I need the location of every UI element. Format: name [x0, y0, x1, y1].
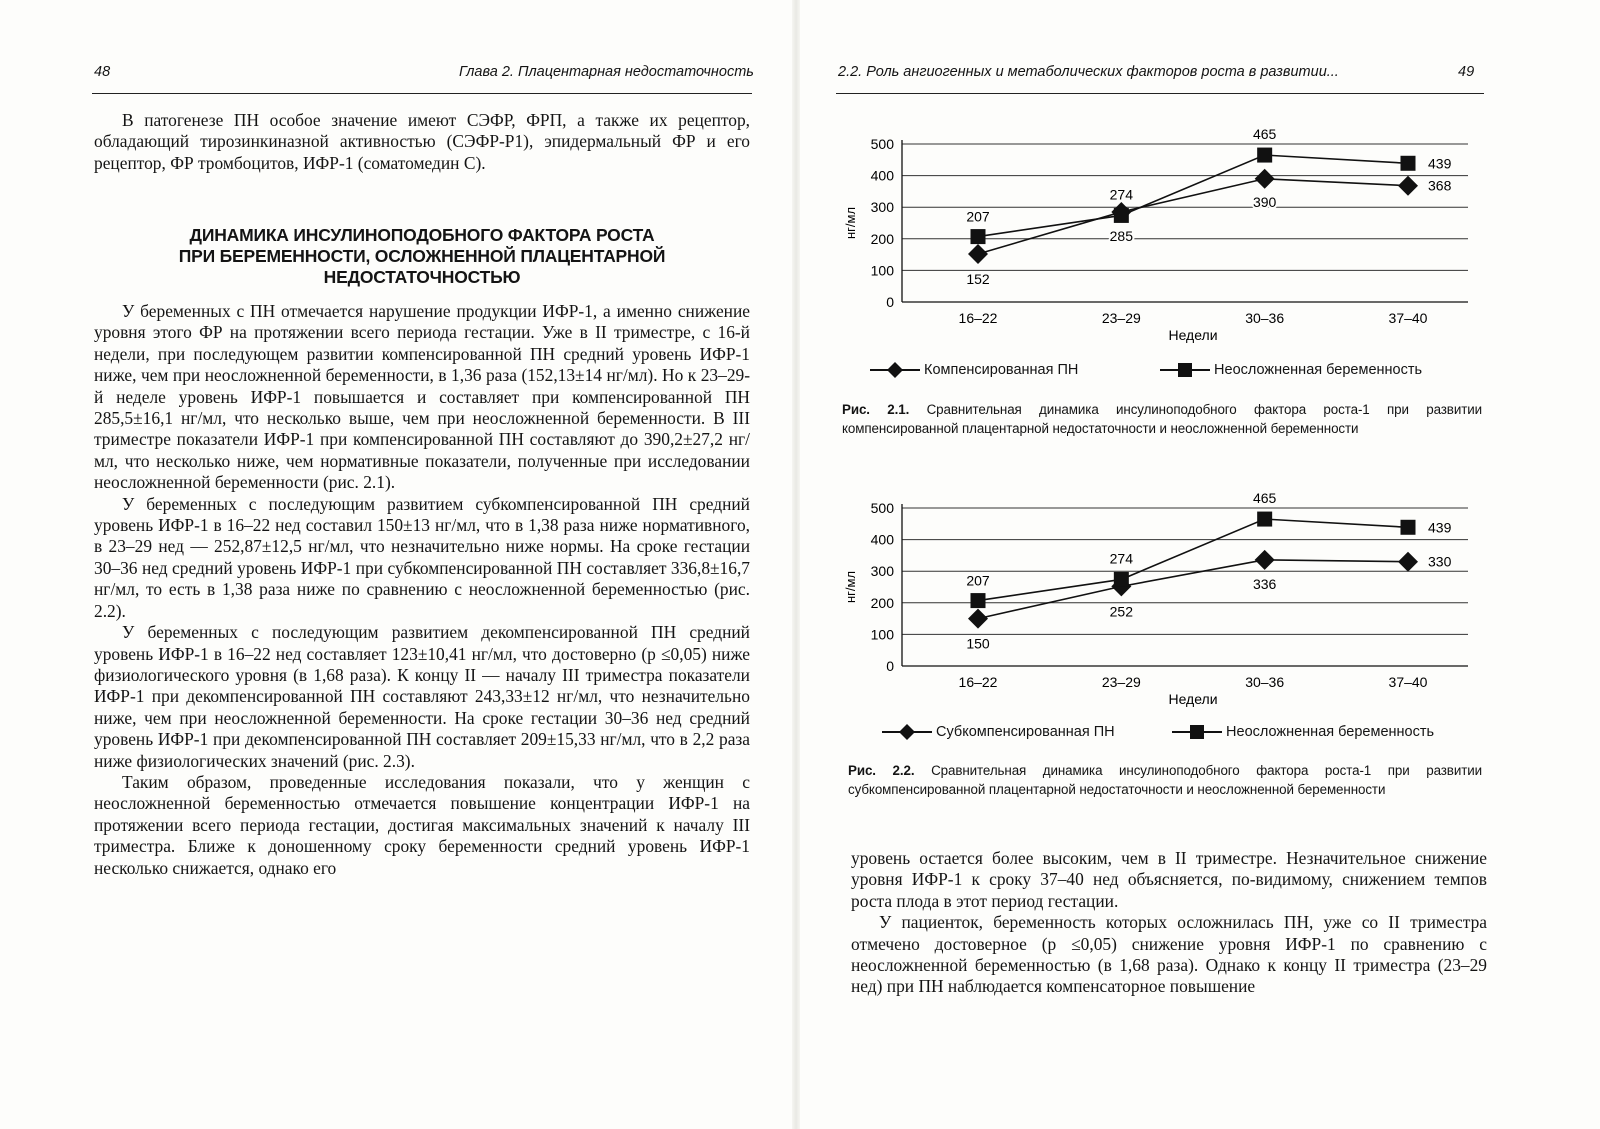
data-point-square — [1257, 148, 1272, 163]
body-text — [94, 301, 750, 879]
body-text — [851, 848, 1487, 998]
diamond-marker-icon — [870, 360, 920, 380]
right-page — [800, 0, 1600, 1129]
caption-text: Сравнительная динамика инсулиноподобного фактора роста-1 при развитии субкомпенсированной плацентарной недостаточности и неосложненной беременности — [848, 763, 1482, 797]
data-label: 152 — [966, 270, 990, 287]
x-tick-label: 37–40 — [1388, 310, 1428, 326]
legend-label: Субкомпенсированная ПН — [936, 723, 1115, 740]
legend-item — [1160, 360, 1422, 380]
series-line — [978, 179, 1408, 254]
y-tick-label: 300 — [870, 199, 894, 216]
data-point-square — [1114, 572, 1129, 587]
y-tick-label: 200 — [870, 594, 894, 611]
running-head: 2.2. Роль ангиогенных и метаболических факторов роста в развитии... — [838, 64, 1339, 80]
y-tick-label: 100 — [870, 626, 894, 643]
running-head: Глава 2. Плацентарная недостаточность — [459, 64, 754, 80]
data-point-square — [971, 593, 986, 608]
data-label: 274 — [1109, 550, 1134, 567]
data-label: 207 — [966, 572, 990, 589]
body-paragraph: У беременных с последующим развитием субкомпенсированной ПН средний уровень ИФР-1 в 16–22 нед составил 150±13 нг/мл, что в 1,38 раза ниже нормативного, в 23–29 нед — 252,87±12,5 нг/мл, что незначительно ниже нормы. На сроке гестации 30–36 нед средний уровень ИФР-1 при субкомпенсированной ПН составляет 336,8±16,7 нг/мл, то есть в 1,38 раза ниже по сравнению с неосложненной беременностью (рис. 2.2). — [94, 493, 750, 621]
data-point-square — [971, 229, 986, 244]
data-label: 274 — [1109, 186, 1134, 203]
square-marker-icon — [1172, 722, 1222, 742]
data-label: 439 — [1428, 155, 1452, 172]
legend-label: Неосложненная беременность — [1214, 361, 1423, 378]
x-tick-label: 23–29 — [1101, 674, 1141, 690]
data-label: 390 — [1252, 193, 1277, 210]
data-label: 330 — [1428, 553, 1452, 570]
data-label: 336 — [1252, 575, 1277, 592]
square-marker-icon — [1160, 360, 1210, 380]
data-label: 150 — [966, 635, 990, 652]
x-tick-label: 37–40 — [1388, 674, 1428, 690]
figure-2-2-legend — [882, 722, 1502, 744]
y-tick-label: 500 — [870, 136, 894, 152]
left-page — [0, 0, 790, 1129]
legend-item — [882, 722, 1115, 742]
y-tick-label: 300 — [870, 563, 894, 580]
data-label: 439 — [1428, 519, 1452, 536]
data-point-diamond — [968, 609, 988, 629]
y-tick-label: 500 — [870, 500, 894, 516]
figure-2-1-caption — [842, 400, 1482, 438]
series-line — [978, 560, 1408, 619]
legend-item — [870, 360, 1078, 380]
x-tick-label: 23–29 — [1101, 310, 1141, 326]
body-paragraph: У беременных с ПН отмечается нарушение продукции ИФР-1, а именно снижение уровня этого ФР на протяжении всего периода гестации. Уже в II триместре, с 16-й недели, при последующем развитии компенсированной ПН средний уровень ИФР-1 ниже, чем при неосложненной беременности, в 1,36 раза (152,13±14 нг/мл). Но к 23–29-й неделе уровень ИФР-1 повышается и составляет при компенсированной ПН 285,5±16,1 нг/мл, что несколько выше, чем при неосложненной беременности. В III триместре показатели ИФР-1 при компенсированной ПН составляют до 390,2±27,2 нг/мл, что несколько ниже, чем нормативные показатели, полученные при исследовании неосложненной беременности (рис. 2.1). — [94, 301, 750, 493]
book-gutter — [792, 0, 800, 1129]
header-rule — [92, 93, 752, 94]
y-tick-label: 0 — [886, 658, 894, 674]
x-tick-label: 16–22 — [958, 674, 998, 690]
intro-paragraph-block — [94, 110, 750, 174]
caption-label: Рис. 2.1. — [842, 402, 910, 417]
diamond-marker-icon — [882, 722, 932, 742]
figure-2-2-chart — [840, 486, 1500, 708]
data-point-diamond — [1255, 550, 1275, 570]
y-tick-label: 100 — [870, 262, 894, 279]
caption-text: Сравнительная динамика инсулиноподобного фактора роста-1 при развитии компенсированной плацентарной недостаточности и неосложненной беременности — [842, 402, 1482, 436]
series-line — [978, 519, 1408, 601]
data-label: 465 — [1252, 126, 1277, 143]
data-point-square — [1401, 156, 1416, 171]
body-paragraph: уровень остается более высоким, чем в II триместре. Незначительное снижение уровня ИФР-1 к сроку 37–40 нед объясняется, по-видимому, снижением темпов роста плода в этот период гестации. — [851, 848, 1487, 911]
data-point-diamond — [1398, 552, 1418, 572]
figure-2-2-caption — [848, 761, 1482, 799]
y-axis-title: нг/мл — [843, 206, 858, 240]
section-heading-line: НЕДОСТАТОЧНОСТЬЮ — [323, 267, 521, 287]
x-axis-title: Недели — [1168, 327, 1218, 343]
header-rule — [836, 93, 1484, 94]
y-tick-label: 400 — [870, 167, 894, 184]
data-point-diamond — [1255, 169, 1275, 189]
y-axis-title: нг/мл — [843, 570, 858, 604]
data-point-diamond — [1398, 176, 1418, 196]
caption-label: Рис. 2.2. — [848, 763, 915, 778]
data-label: 368 — [1428, 177, 1452, 194]
x-tick-label: 16–22 — [958, 310, 998, 326]
body-paragraph: У пациенток, беременность которых осложнилась ПН, уже со II триместра отмечено достоверное (р ≤0,05) снижение уровня ИФР-1 по сравнению с неосложненной беременностью (в 1,68 раза). Однако к концу II триместра (23–29 нед) при ПН наблюдается компенсаторное повышение — [851, 912, 1487, 997]
intro-paragraph: В патогенезе ПН особое значение имеют СЭФР, ФРП, а также их рецептор, обладающий тирозинкиназной активностью (СЭФР-Р1), эпидермальный ФР и его рецептор, ФР тромбоцитов, ИФР-1 (соматомедин С). — [94, 110, 750, 173]
figure-2-1-legend — [870, 360, 1490, 382]
data-point-square — [1257, 512, 1272, 527]
page-number: 48 — [94, 64, 111, 80]
body-paragraph: Таким образом, проведенные исследования показали, что у женщин с неосложненной беременностью отмечается повышение концентрации ИФР-1 на протяжении всего периода гестации, достигая максимальных значений к началу III триместра. Ближе к доношенному сроку беременности средний уровень ИФР-1 несколько снижается, однако его — [94, 771, 750, 878]
y-tick-label: 400 — [870, 531, 894, 548]
legend-item — [1172, 722, 1434, 742]
body-paragraph: У беременных с последующим развитием декомпенсированной ПН средний уровень ИФР-1 в 16–22 нед составляет 123±10,41 нг/мл, что достоверно (р ≤0,05) ниже физиологического уровня (в 1,68 раза). К концу II — началу III триместра показатели ИФР-1 при декомпенсированной ПН составляют 243,33±12 нг/мл, что незначительно ниже, чем при неосложненной беременности. На сроке гестации 30–36 нед средний уровень ИФР-1 при декомпенсированной ПН составляет 209±15,33 нг/мл, что в 2,2 раза ниже физиологических значений (рис. 2.3). — [94, 622, 750, 771]
section-heading-line: ДИНАМИКА ИНСУЛИНОПОДОБНОГО ФАКТОРА РОСТА — [189, 225, 655, 245]
section-heading-line: ПРИ БЕРЕМЕННОСТИ, ОСЛОЖНЕННОЙ ПЛАЦЕНТАРНОЙ — [178, 246, 666, 266]
y-tick-label: 200 — [870, 230, 894, 247]
legend-label: Неосложненная беременность — [1226, 723, 1435, 740]
y-tick-label: 0 — [886, 294, 894, 310]
data-point-square — [1114, 208, 1129, 223]
x-tick-label: 30–36 — [1245, 674, 1285, 690]
data-label: 285 — [1109, 227, 1134, 244]
figure-2-1-chart — [840, 122, 1500, 344]
data-point-diamond — [968, 244, 988, 264]
x-tick-label: 30–36 — [1245, 310, 1285, 326]
legend-label: Компенсированная ПН — [924, 361, 1079, 378]
data-label: 207 — [966, 208, 990, 225]
x-axis-title: Недели — [1168, 691, 1218, 707]
data-point-square — [1401, 520, 1416, 535]
data-label: 252 — [1109, 603, 1134, 620]
section-heading — [94, 225, 750, 288]
data-label: 465 — [1252, 490, 1277, 507]
page-number: 49 — [1458, 64, 1475, 80]
